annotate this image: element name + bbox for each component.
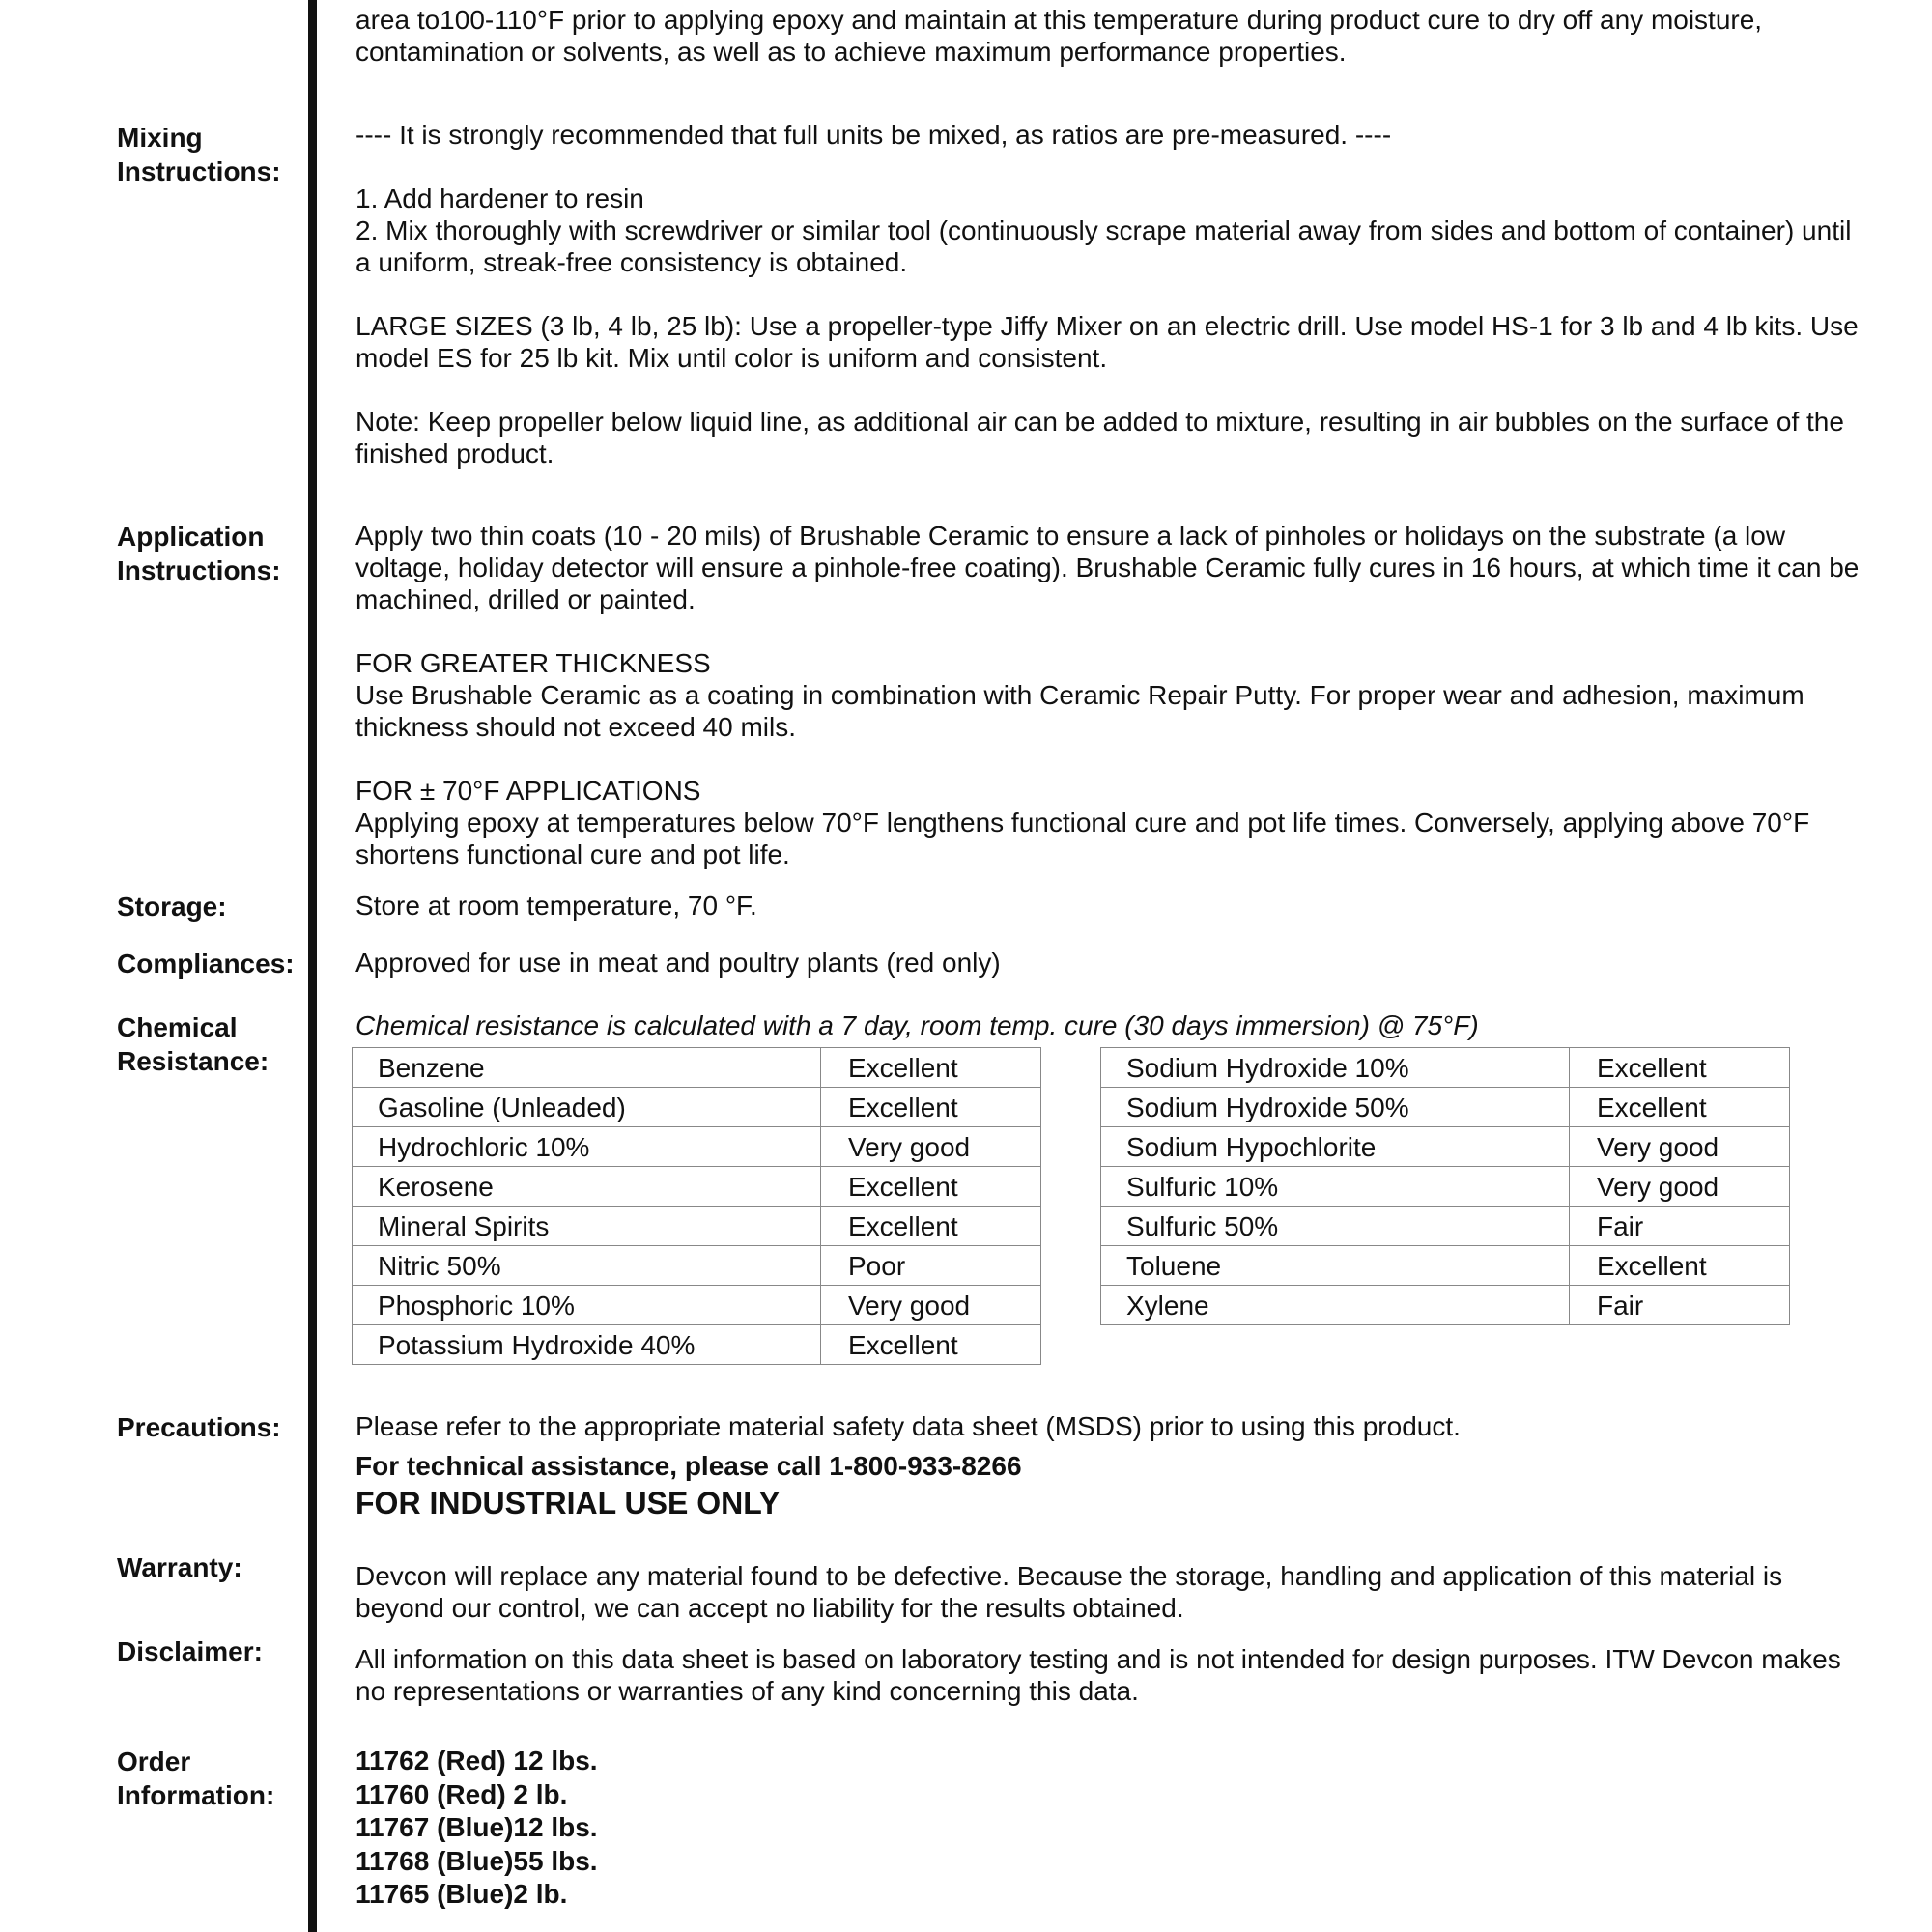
mixing-step-1: 1. Add hardener to resin bbox=[355, 184, 644, 213]
storage-label: Storage: bbox=[117, 892, 227, 922]
chemical-row bbox=[353, 1048, 1041, 1088]
intro-paragraph bbox=[355, 4, 1862, 68]
disclaimer-text: All information on this data sheet is based on laboratory testing and is not intended for design purposes. ITW Devcon makes no representations or warranties of any kind concerning this data. bbox=[355, 1644, 1841, 1706]
resistance-rating-cell: Excellent bbox=[1570, 1048, 1790, 1088]
application-paragraph: Apply two thin coats (10 - 20 mils) of Brushable Ceramic to ensure a lack of pinholes or holidays on the substrate (a low voltage, holiday detector will ensure a pinhole-free coating). Brushable Ceramic fully cures in 16 hours, at which time it can be machined, drilled or painted. bbox=[355, 521, 1860, 614]
chemical-label: Chemical Resistance: bbox=[117, 1012, 270, 1076]
precautions-label: Precautions: bbox=[117, 1412, 281, 1442]
chemical-row bbox=[1101, 1127, 1790, 1167]
chemical-resistance-table-left bbox=[352, 1047, 1041, 1365]
temperature-text: Applying epoxy at temperatures below 70°F lengthens functional cure and pot life times. Conversely, applying above 70°F shortens functional cure and pot life. bbox=[355, 808, 1810, 869]
order-item: 11760 (Red) 2 lb. bbox=[355, 1778, 568, 1809]
resistance-rating-cell: Excellent bbox=[821, 1207, 1041, 1246]
chemical-name-cell: Sodium Hypochlorite bbox=[1101, 1127, 1570, 1167]
chemical-row bbox=[1101, 1048, 1790, 1088]
chemical-name-cell: Phosphoric 10% bbox=[353, 1286, 821, 1325]
chemical-row bbox=[1101, 1286, 1790, 1325]
chemical-name-cell: Sulfuric 10% bbox=[1101, 1167, 1570, 1207]
temperature-heading: FOR ± 70°F APPLICATIONS bbox=[355, 776, 701, 806]
order-list bbox=[355, 1745, 1862, 1912]
resistance-rating-cell: Excellent bbox=[821, 1325, 1041, 1365]
chemical-name-cell: Benzene bbox=[353, 1048, 821, 1088]
chemical-name-cell: Kerosene bbox=[353, 1167, 821, 1207]
thickness-heading: FOR GREATER THICKNESS bbox=[355, 648, 711, 678]
resistance-rating-cell: Very good bbox=[821, 1286, 1041, 1325]
chemical-resistance-table-right bbox=[1100, 1047, 1790, 1325]
chemical-row bbox=[353, 1325, 1041, 1365]
chemical-row bbox=[1101, 1246, 1790, 1286]
chemical-name-cell: Mineral Spirits bbox=[353, 1207, 821, 1246]
mixing-recommendation: ---- It is strongly recommended that full units be mixed, as ratios are pre-measured. ---- bbox=[355, 120, 1392, 150]
resistance-rating-cell: Excellent bbox=[821, 1048, 1041, 1088]
chemical-row bbox=[353, 1127, 1041, 1167]
resistance-rating-cell: Very good bbox=[821, 1127, 1041, 1167]
order-item: 11765 (Blue)2 lb. bbox=[355, 1879, 568, 1909]
chemical-name-cell: Nitric 50% bbox=[353, 1246, 821, 1286]
chemical-row bbox=[353, 1167, 1041, 1207]
thickness-text: Use Brushable Ceramic as a coating in combination with Ceramic Repair Putty. For proper wear and adhesion, maximum thickness should not exceed 40 mils. bbox=[355, 680, 1804, 742]
intro-line-2: contamination or solvents, as well as to achieve maximum performance properties. bbox=[355, 37, 1347, 67]
order-label: Order Information: bbox=[117, 1747, 275, 1810]
technical-assistance: For technical assistance, please call 1-800-933-8266 bbox=[355, 1451, 1022, 1481]
application-label: Application Instructions: bbox=[117, 522, 281, 585]
mixing-note: Note: Keep propeller below liquid line, as additional air can be added to mixture, resulting in air bubbles on the surface of the finished product. bbox=[355, 407, 1844, 469]
chemical-row bbox=[353, 1207, 1041, 1246]
resistance-rating-cell: Excellent bbox=[821, 1167, 1041, 1207]
chemical-name-cell: Gasoline (Unleaded) bbox=[353, 1088, 821, 1127]
chemical-row bbox=[1101, 1167, 1790, 1207]
chemical-name-cell: Potassium Hydroxide 40% bbox=[353, 1325, 821, 1365]
mixing-step-2: 2. Mix thoroughly with screwdriver or similar tool (continuously scrape material away from sides and bottom of container) until a uniform, streak-free consistency is obtained. bbox=[355, 215, 1852, 277]
resistance-rating-cell: Poor bbox=[821, 1246, 1041, 1286]
resistance-rating-cell: Fair bbox=[1570, 1207, 1790, 1246]
left-vertical-rule bbox=[308, 0, 317, 1932]
chemical-name-cell: Sodium Hydroxide 10% bbox=[1101, 1048, 1570, 1088]
chemical-name-cell: Sodium Hydroxide 50% bbox=[1101, 1088, 1570, 1127]
compliances-label: Compliances: bbox=[117, 949, 295, 979]
disclaimer-label: Disclaimer: bbox=[117, 1636, 263, 1666]
resistance-rating-cell: Fair bbox=[1570, 1286, 1790, 1325]
resistance-rating-cell: Very good bbox=[1570, 1127, 1790, 1167]
order-item: 11767 (Blue)12 lbs. bbox=[355, 1812, 598, 1842]
industrial-use-notice: FOR INDUSTRIAL USE ONLY bbox=[355, 1486, 781, 1520]
storage-text: Store at room temperature, 70 °F. bbox=[355, 891, 757, 921]
mixing-label: Mixing Instructions: bbox=[117, 123, 281, 186]
resistance-rating-cell: Excellent bbox=[821, 1088, 1041, 1127]
chemical-name-cell: Xylene bbox=[1101, 1286, 1570, 1325]
warranty-label: Warranty: bbox=[117, 1552, 242, 1582]
resistance-rating-cell: Excellent bbox=[1570, 1088, 1790, 1127]
order-item: 11768 (Blue)55 lbs. bbox=[355, 1845, 598, 1876]
chemical-caption: Chemical resistance is calculated with a 7 day, room temp. cure (30 days immersion) @ 75°F) bbox=[355, 1010, 1479, 1040]
warranty-text: Devcon will replace any material found to be defective. Because the storage, handling and application of this material is beyond our control, we can accept no liability for the results obtained. bbox=[355, 1561, 1783, 1623]
chemical-name-cell: Toluene bbox=[1101, 1246, 1570, 1286]
chemical-name-cell: Hydrochloric 10% bbox=[353, 1127, 821, 1167]
chemical-row bbox=[353, 1286, 1041, 1325]
order-item: 11762 (Red) 12 lbs. bbox=[355, 1746, 598, 1776]
precautions-text: Please refer to the appropriate material safety data sheet (MSDS) prior to using this product. bbox=[355, 1411, 1461, 1441]
chemical-row bbox=[1101, 1207, 1790, 1246]
application-section bbox=[355, 520, 1862, 870]
intro-line-1: area to100-110°F prior to applying epoxy and maintain at this temperature during product cure to dry off any moisture, bbox=[355, 5, 1763, 35]
chemical-row bbox=[353, 1246, 1041, 1286]
mixing-large-sizes: LARGE SIZES (3 lb, 4 lb, 25 lb): Use a propeller-type Jiffy Mixer on an electric drill. Use model HS-1 for 3 lb and 4 lb kits. Use model ES for 25 lb kit. Mix until color is uniform and consistent. bbox=[355, 311, 1859, 373]
precautions-section bbox=[355, 1410, 1862, 1522]
chemical-name-cell: Sulfuric 50% bbox=[1101, 1207, 1570, 1246]
resistance-rating-cell: Very good bbox=[1570, 1167, 1790, 1207]
compliances-text: Approved for use in meat and poultry plants (red only) bbox=[355, 948, 1001, 978]
resistance-rating-cell: Excellent bbox=[1570, 1246, 1790, 1286]
chemical-row bbox=[1101, 1088, 1790, 1127]
chemical-row bbox=[353, 1088, 1041, 1127]
mixing-section bbox=[355, 119, 1862, 469]
